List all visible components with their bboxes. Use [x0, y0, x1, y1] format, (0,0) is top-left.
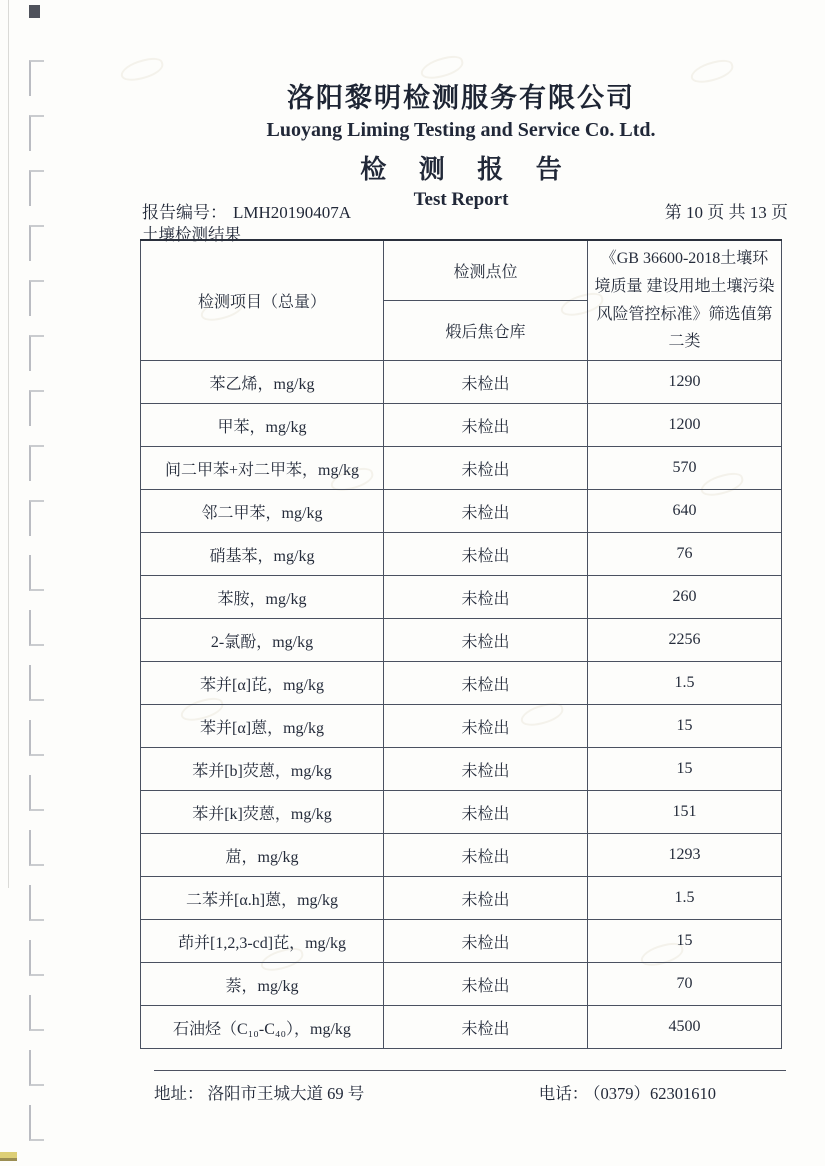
table-row — [141, 791, 782, 834]
binder-hole-mark — [29, 830, 44, 866]
item-cell: 苯并[α]蒽，mg/kg — [141, 705, 384, 748]
binder-hole-mark — [29, 5, 40, 18]
limit-cell: 70 — [588, 963, 782, 1006]
table-row — [141, 533, 782, 576]
result-cell: 未检出 — [384, 920, 588, 963]
binder-hole-mark — [29, 1050, 44, 1086]
table-row — [141, 834, 782, 877]
item-cell: 二苯并[α.h]蒽，mg/kg — [141, 877, 384, 920]
company-name-cn: 洛阳黎明检测服务有限公司 — [287, 83, 635, 113]
binder-hole-mark — [29, 445, 44, 481]
binder-hole-mark — [29, 335, 44, 371]
item-cell: 2-氯酚，mg/kg — [141, 619, 384, 662]
company-name-en: Luoyang Liming Testing and Service Co. Ltd. — [266, 119, 656, 141]
item-cell: 间二甲苯+对二甲苯，mg/kg — [141, 447, 384, 490]
result-cell: 未检出 — [384, 576, 588, 619]
table-header-row-1 — [141, 240, 782, 301]
limit-cell: 151 — [588, 791, 782, 834]
limit-cell: 1290 — [588, 361, 782, 404]
binder-hole-mark — [29, 115, 44, 151]
limit-cell: 1293 — [588, 834, 782, 877]
limit-cell: 15 — [588, 705, 782, 748]
table-row — [141, 361, 782, 404]
item-cell: 硝基苯，mg/kg — [141, 533, 384, 576]
binder-hole-mark — [29, 60, 44, 96]
table-row — [141, 748, 782, 791]
binder-hole-mark — [29, 665, 44, 701]
table-row — [141, 404, 782, 447]
result-cell: 未检出 — [384, 447, 588, 490]
binder-hole-mark — [29, 500, 44, 536]
item-cell: 石油烃（C₁₀-C₄₀），mg/kg — [141, 1006, 384, 1049]
phone-label: 电话： — [538, 1084, 589, 1103]
section-title: 土壤检测结果 — [142, 225, 241, 244]
binder-hole-mark — [29, 1105, 44, 1141]
scan-edge-line — [8, 0, 9, 888]
limit-cell: 1.5 — [588, 662, 782, 705]
result-cell: 未检出 — [384, 490, 588, 533]
report-title-en: Test Report — [413, 189, 509, 210]
result-cell: 未检出 — [384, 791, 588, 834]
report-header — [140, 76, 782, 211]
item-cell: 䓛，mg/kg — [141, 834, 384, 877]
footer-phone — [539, 1080, 716, 1104]
header-cell-point: 检测点位 — [384, 240, 588, 301]
item-cell: 茚并[1,2,3-cd]芘，mg/kg — [141, 920, 384, 963]
result-cell: 未检出 — [384, 404, 588, 447]
item-cell: 苯并[b]荧蒽，mg/kg — [141, 748, 384, 791]
header-cell-standard: 《GB 36600-2018土壤环境质量 建设用地土壤污染风险管控标准》筛选值第二类 — [588, 240, 782, 361]
item-cell: 苯并[α]芘，mg/kg — [141, 662, 384, 705]
item-cell: 萘，mg/kg — [141, 963, 384, 1006]
item-cell: 苯并[k]荧蒽，mg/kg — [141, 791, 384, 834]
table-row — [141, 920, 782, 963]
limit-cell: 1200 — [588, 404, 782, 447]
results-table — [140, 239, 782, 1049]
limit-cell: 1.5 — [588, 877, 782, 920]
limit-cell: 15 — [588, 920, 782, 963]
result-cell: 未检出 — [384, 619, 588, 662]
report-meta-row — [142, 198, 788, 223]
table-row — [141, 662, 782, 705]
table-row — [141, 619, 782, 662]
item-cell: 苯乙烯，mg/kg — [141, 361, 384, 404]
table-row — [141, 963, 782, 1006]
table-row — [141, 877, 782, 920]
binder-hole-mark — [29, 940, 44, 976]
header-cell-item: 检测项目（总量） — [141, 240, 384, 361]
binder-hole-mark — [29, 225, 44, 261]
page-footer — [154, 1070, 786, 1104]
table-row — [141, 490, 782, 533]
result-cell: 未检出 — [384, 361, 588, 404]
table-row — [141, 1006, 782, 1049]
table-row — [141, 447, 782, 490]
result-cell: 未检出 — [384, 662, 588, 705]
limit-cell: 260 — [588, 576, 782, 619]
binder-hole-mark — [29, 610, 44, 646]
item-cell: 邻二甲苯，mg/kg — [141, 490, 384, 533]
binder-hole-mark — [29, 720, 44, 756]
result-cell: 未检出 — [384, 877, 588, 920]
phone-value: （0379）62301610 — [592, 1084, 716, 1103]
limit-cell: 2256 — [588, 619, 782, 662]
address-value: 洛阳市王城大道 69 号 — [207, 1084, 365, 1103]
limit-cell: 4500 — [588, 1006, 782, 1049]
limit-cell: 15 — [588, 748, 782, 791]
binder-hole-mark — [29, 390, 44, 426]
report-title-cn: 检 测 报 告 — [360, 155, 575, 184]
address-label: 地址： — [154, 1084, 204, 1103]
item-cell: 苯胺，mg/kg — [141, 576, 384, 619]
result-cell: 未检出 — [384, 748, 588, 791]
result-cell: 未检出 — [384, 705, 588, 748]
results-body — [141, 240, 782, 1049]
binder-hole-mark — [29, 280, 44, 316]
limit-cell: 76 — [588, 533, 782, 576]
binder-hole-mark — [29, 775, 44, 811]
binder-hole-mark — [29, 885, 44, 921]
footer-address — [154, 1080, 364, 1104]
report-number-value: LMH20190407A — [233, 203, 352, 222]
header-cell-location: 煅后焦仓库 — [384, 301, 588, 361]
result-cell: 未检出 — [384, 533, 588, 576]
scan-corner-mark — [0, 1152, 17, 1161]
page-indicator: 第 10 页 共 13 页 — [664, 203, 788, 222]
report-number-label: 报告编号： — [142, 203, 227, 222]
limit-cell: 570 — [588, 447, 782, 490]
report-number — [142, 198, 357, 223]
binder-hole-mark — [29, 170, 44, 206]
result-cell: 未检出 — [384, 963, 588, 1006]
table-row — [141, 576, 782, 619]
table-row — [141, 705, 782, 748]
limit-cell: 640 — [588, 490, 782, 533]
result-cell: 未检出 — [384, 834, 588, 877]
item-cell: 甲苯，mg/kg — [141, 404, 384, 447]
binder-hole-mark — [29, 995, 44, 1031]
result-cell: 未检出 — [384, 1006, 588, 1049]
binder-hole-mark — [29, 555, 44, 591]
